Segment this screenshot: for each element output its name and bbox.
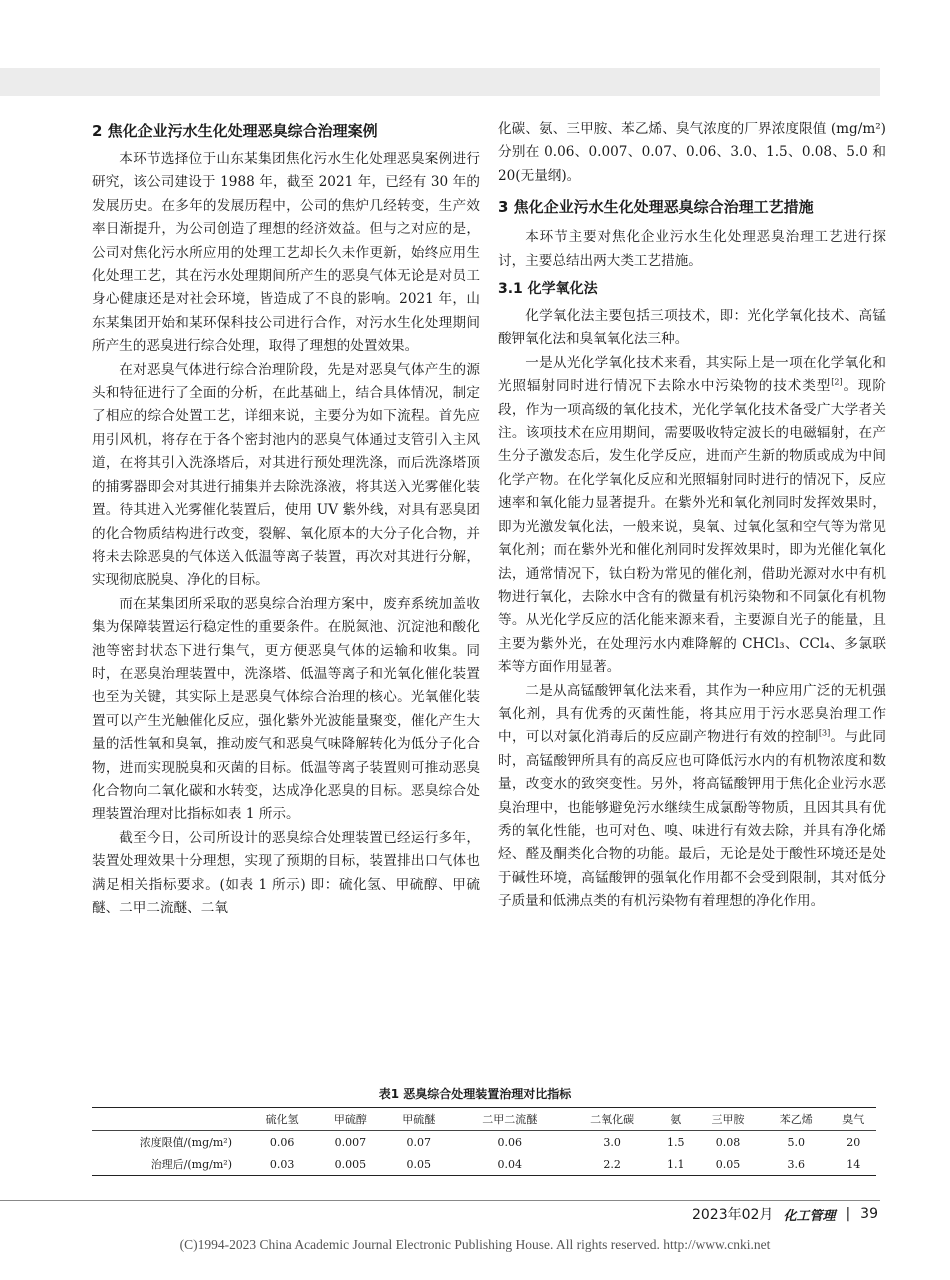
paragraph-text: 一是从光化学氧化技术来看，其实际上是一项在化学氧化和光照辐射同时进行情况下去除水中污染物的技术类型 [498, 354, 886, 395]
table-cell: 1.1 [667, 1157, 685, 1171]
table-cell: 3.6 [787, 1157, 806, 1171]
table-header-cell: 苯乙烯 [779, 1113, 813, 1126]
paragraph-text: 。现阶段，作为一项高级的氧化技术，光化学氧化技术备受广大学者关注。该项技术在应用期间，需要吸收特定波长的电磁辐射，在产生分子激发态后，发生化学反应，进而产生新的物质或成为中间化学产物。在化学氧化反应和光照辐射同时进行的情况下，反应速率和氧化能力显著提升。在紫外光和氧化剂同时发挥效果时，即为光激发氧化法，一般来说，臭氧、过氧化氢和空气等为常见氧化剂；而在紫外光和催化剂同时发挥效果时，即为光催化氧化法，通常情况下，钛白粉为常见的催化剂，借助光源对水中有机物进行氧化，去除水中含有的微量有机污染物和不同氯化有机物等。从光化学反应的活化能来源来看，主要源自光子的能量，且主要为紫外光，在处理污水内难降解的 CHCl₃、CCl₄、多氯联苯等方面作用显著。 [498, 378, 887, 676]
issue-date: 2023年02月 [691, 1207, 774, 1223]
table-caption: 表1 恶臭综合处理装置治理对比指标 [378, 1087, 572, 1101]
table-cell: 0.07 [406, 1135, 431, 1149]
footer-divider [0, 1200, 880, 1201]
magazine-logo: 化工管理 [783, 1208, 836, 1224]
left-column [92, 118, 480, 920]
page-number: 39 [860, 1206, 878, 1222]
paragraph [498, 352, 886, 680]
table-row [92, 1153, 876, 1176]
table-row [92, 1131, 876, 1154]
table-cell: 0.005 [334, 1157, 367, 1171]
table-cell: 0.007 [334, 1135, 367, 1149]
table-cell: 20 [846, 1135, 861, 1149]
subsection-3-1-heading: 3.1 化学氧化法 [498, 281, 598, 298]
table-cell: 5.0 [787, 1135, 806, 1149]
table-cell: 0.05 [406, 1157, 431, 1171]
copyright-notice: (C)1994-2023 China Academic Journal Electronic Publishing House. All rights reserved. http://www.cnki.net [179, 1237, 771, 1252]
paragraph-text: 二是从高锰酸钾氧化法来看，其作为一种应用广泛的无机强氧化剂，具有优秀的灭菌性能，将其应用于污水恶臭治理工作中，可以对氯化消毒后的反应副产物进行有效的控制 [498, 682, 886, 746]
paragraph: 本环节主要对焦化企业污水生化处理恶臭治理工艺进行探讨，主要总结出两大类工艺措施。 [498, 229, 886, 269]
right-column [498, 118, 886, 914]
table-header-cell: 甲硫醚 [402, 1113, 436, 1126]
table-row-label: 治理后/(mg/m²) [150, 1158, 232, 1171]
citation-ref: [2] [831, 377, 843, 387]
table-header-cell: 臭气 [842, 1113, 865, 1126]
footer-separator: | [845, 1206, 851, 1222]
table-cell: 0.08 [715, 1135, 741, 1149]
table-cell: 0.06 [497, 1135, 522, 1149]
paragraph: 而在某集团所采取的恶臭综合治理方案中，废弃系统加盖收集为保障装置运行稳定性的重要条件。在脱氮池、沉淀池和酸化池等密封状态下进行集气，更方便恶臭气体的运输和收集。同时，在恶臭治理装置中，洗涤塔、低温等离子和光氧化催化装置也至为关键，其实际上是恶臭气体综合治理的核心。光氧催化装置可以产生光触催化反应，强化紫外光波能量聚变，催化产生大量的活性氧和臭氧，推动废气和恶臭气味降解转化为低分子化合物，进而实现脱臭和灭菌的目标。低温等离子装置则可推动恶臭化合物向二氧化碳和水转变，达成净化恶臭的目标。恶臭综合处理装置治理对比指标如表 1 所示。 [92, 595, 480, 823]
table-cell: 2.2 [603, 1157, 621, 1171]
table-header-cell: 二氧化碳 [590, 1113, 635, 1126]
section-3-heading: 3 焦化企业污水生化处理恶臭综合治理工艺措施 [498, 198, 814, 217]
table-header-cell: 甲硫醇 [333, 1113, 367, 1126]
table-header-cell: 硫化氢 [265, 1113, 299, 1126]
table-header-cell [92, 1108, 248, 1131]
paragraph: 在对恶臭气体进行综合治理阶段，先是对恶臭气体产生的源头和特征进行了全面的分析，在此基础上，结合具体情况，制定了相应的综合处置工艺，详细来说，主要分为如下流程。首先应用引风机，将存在于各个密封池内的恶臭气体通过支管引入主风道，在将其引入洗涤塔后，对其进行预处理洗涤，而后洗涤塔顶的捕雾器即会对其进行捕集并去除洗涤液，将其送入光雾催化装置。待其进入光雾催化装置后，使用 UV 紫外线，对具有恶臭团的化合物质结构进行改变，裂解、氧化原本的大分子化合物，并将未去除恶臭的气体送入低温等离子装置，再次对其进行分解，实现彻底脱臭、净化的目标。 [92, 361, 480, 589]
table-header-cell: 氨 [670, 1113, 682, 1126]
paragraph: 化学氧化法主要包括三项技术，即：光化学氧化技术、高锰酸钾氧化法和臭氧氧化法三种。 [498, 308, 886, 348]
table-cell: 14 [846, 1157, 861, 1171]
section-2-heading: 2 焦化企业污水生化处理恶臭综合治理案例 [92, 122, 378, 140]
page-footer [692, 1204, 878, 1224]
table-row-label: 浓度限值/(mg/m²) [139, 1136, 232, 1149]
table-cell: 1.5 [667, 1135, 685, 1149]
paragraph-continuation: 化碳、氨、三甲胺、苯乙烯、臭气浓度的厂界浓度限值 (mg/m²) 分别在 0.06、0.007、0.07、0.06、3.0、1.5、0.08、5.0 和 20(无量纲)。 [498, 121, 886, 184]
citation-ref: [3] [818, 728, 831, 738]
paragraph-text: 。与此同时，高锰酸钾所具有的高反应也可降低污水内的有机物浓度和数量，改变水的致突变性。另外，将高锰酸钾用于焦化企业污水恶臭治理中，也能够避免污水继续生成氯酚等物质，且因其具有优秀的氧化性能，也可对色、嗅、味进行有效去除，并具有净化烯烃、醛及酮类化合物的功能。最后，无论是处于酸性环境还是处于碱性环境，高锰酸钾的强氧化作用都不会受到限制，其对低分子质量和低沸点类的有机污染物有着理想的净化作用。 [498, 729, 887, 910]
table-cell: 3.0 [603, 1135, 621, 1149]
table-cell: 0.05 [715, 1157, 741, 1171]
table-header-row [92, 1108, 876, 1131]
table-cell: 0.06 [269, 1135, 295, 1149]
paragraph [498, 680, 886, 914]
table-cell: 0.04 [497, 1157, 522, 1171]
table-header-cell: 二甲二流醚 [482, 1113, 538, 1126]
comparison-table [92, 1107, 876, 1176]
paragraph: 本环节选择位于山东某集团焦化污水生化处理恶臭案例进行研究，该公司建设于 1988 年，截至 2021 年，已经有 30 年的发展历史。在多年的发展历程中，公司的焦炉几经转变，生产效率日渐提升，为公司创造了理想的经济效益。但与之对应的是，公司对焦化污水所应用的处理工艺却长久未作更新，始终应用生化处理工艺，其在污水处理期间所产生的恶臭气体无论是对员工身心健康还是对社会环境，皆造成了不良的影响。2021 年，山东某集团开始和某环保科技公司进行合作，对污水生化处理期间所产生的恶臭进行综合处理，取得了理想的处置效果。 [92, 151, 480, 355]
paragraph: 截至今日，公司所设计的恶臭综合处理装置已经运行多年，装置处理效果十分理想，实现了预期的目标，装置排出口气体也满足相关指标要求。(如表 1 所示) 即：硫化氢、甲硫醇、甲硫醚、二甲二流醚、二氧 [92, 829, 480, 916]
table-cell: 0.03 [269, 1157, 295, 1171]
table-header-cell: 三甲胺 [711, 1113, 745, 1126]
header-band [0, 68, 880, 96]
